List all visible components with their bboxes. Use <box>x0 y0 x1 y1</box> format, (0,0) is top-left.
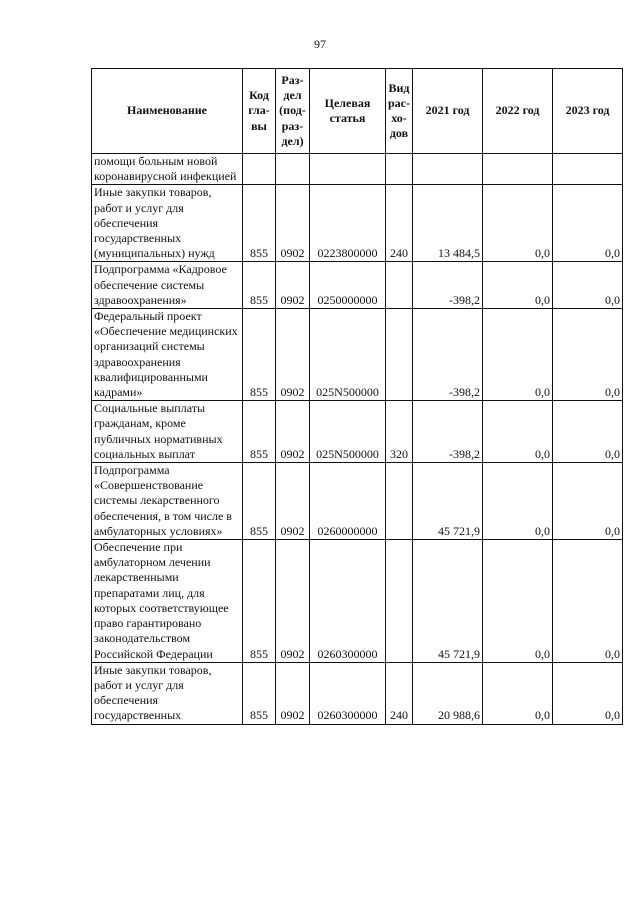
cell-code: 855 <box>243 185 276 262</box>
table-row <box>92 662 623 724</box>
cell-y2022: 0,0 <box>483 401 553 463</box>
cell-section: 0902 <box>276 540 310 663</box>
cell-code: 855 <box>243 401 276 463</box>
cell-article: 0260300000 <box>310 540 386 663</box>
cell-y2022 <box>483 154 553 185</box>
cell-kind <box>386 262 413 309</box>
table-row <box>92 401 623 463</box>
budget-table <box>91 68 623 725</box>
cell-article: 0260300000 <box>310 662 386 724</box>
cell-y2021 <box>413 154 483 185</box>
table-row <box>92 262 623 309</box>
cell-y2023: 0,0 <box>553 463 623 540</box>
cell-name: Обеспечение при амбулаторном лечении лекарственными препаратами лиц, для которых соответствующее право гарантировано законодательством Российской Федерации <box>92 540 243 663</box>
cell-kind: 240 <box>386 185 413 262</box>
cell-article: 0250000000 <box>310 262 386 309</box>
cell-code: 855 <box>243 463 276 540</box>
cell-y2023: 0,0 <box>553 662 623 724</box>
cell-section <box>276 154 310 185</box>
cell-section: 0902 <box>276 662 310 724</box>
cell-name: Иные закупки товаров, работ и услуг для обеспечения государственных (муниципальных) нужд <box>92 185 243 262</box>
header-kind: Вид рас- хо- дов <box>386 69 413 154</box>
cell-code: 855 <box>243 262 276 309</box>
header-code: Код гла- вы <box>243 69 276 154</box>
cell-kind <box>386 154 413 185</box>
cell-code <box>243 154 276 185</box>
cell-code: 855 <box>243 662 276 724</box>
cell-y2021: -398,2 <box>413 262 483 309</box>
cell-kind <box>386 309 413 401</box>
cell-name: Подпрограмма «Совершенствование системы лекарственного обеспечения, в том числе в амбулаторных условиях» <box>92 463 243 540</box>
cell-section: 0902 <box>276 463 310 540</box>
header-article: Целевая статья <box>310 69 386 154</box>
cell-y2023: 0,0 <box>553 309 623 401</box>
cell-kind <box>386 540 413 663</box>
cell-article: 025N500000 <box>310 309 386 401</box>
cell-name: Подпрограмма «Кадровое обеспечение системы здравоохранения» <box>92 262 243 309</box>
cell-y2022: 0,0 <box>483 309 553 401</box>
table-header-row <box>92 69 623 154</box>
cell-article: 0260000000 <box>310 463 386 540</box>
cell-code: 855 <box>243 309 276 401</box>
cell-y2021: 45 721,9 <box>413 540 483 663</box>
cell-y2021: 20 988,6 <box>413 662 483 724</box>
cell-y2023: 0,0 <box>553 540 623 663</box>
cell-y2022: 0,0 <box>483 463 553 540</box>
cell-y2022: 0,0 <box>483 540 553 663</box>
cell-name: Иные закупки товаров, работ и услуг для обеспечения государственных <box>92 662 243 724</box>
cell-y2022: 0,0 <box>483 185 553 262</box>
cell-kind <box>386 463 413 540</box>
cell-section: 0902 <box>276 185 310 262</box>
header-2022: 2022 год <box>483 69 553 154</box>
header-2021: 2021 год <box>413 69 483 154</box>
table-row <box>92 185 623 262</box>
cell-kind: 320 <box>386 401 413 463</box>
cell-name: помощи больным новой коронавирусной инфекцией <box>92 154 243 185</box>
cell-y2023 <box>553 154 623 185</box>
cell-y2021: -398,2 <box>413 401 483 463</box>
page-number: 97 <box>314 37 326 51</box>
table-row <box>92 154 623 185</box>
cell-name: Федеральный проект «Обеспечение медицинских организаций системы здравоохранения квалифицированными кадрами» <box>92 309 243 401</box>
cell-y2022: 0,0 <box>483 662 553 724</box>
cell-y2021: -398,2 <box>413 309 483 401</box>
cell-y2023: 0,0 <box>553 262 623 309</box>
cell-section: 0902 <box>276 401 310 463</box>
cell-y2023: 0,0 <box>553 401 623 463</box>
table-row <box>92 540 623 663</box>
cell-y2021: 13 484,5 <box>413 185 483 262</box>
cell-article: 0223800000 <box>310 185 386 262</box>
table-row <box>92 463 623 540</box>
header-2023: 2023 год <box>553 69 623 154</box>
table-row <box>92 309 623 401</box>
header-section: Раз- дел (под- раз- дел) <box>276 69 310 154</box>
cell-name: Социальные выплаты гражданам, кроме публичных нормативных социальных выплат <box>92 401 243 463</box>
cell-article <box>310 154 386 185</box>
cell-y2022: 0,0 <box>483 262 553 309</box>
cell-section: 0902 <box>276 309 310 401</box>
header-name: Наименование <box>92 69 243 154</box>
cell-article: 025N500000 <box>310 401 386 463</box>
cell-code: 855 <box>243 540 276 663</box>
cell-y2023: 0,0 <box>553 185 623 262</box>
cell-section: 0902 <box>276 262 310 309</box>
cell-y2021: 45 721,9 <box>413 463 483 540</box>
cell-kind: 240 <box>386 662 413 724</box>
